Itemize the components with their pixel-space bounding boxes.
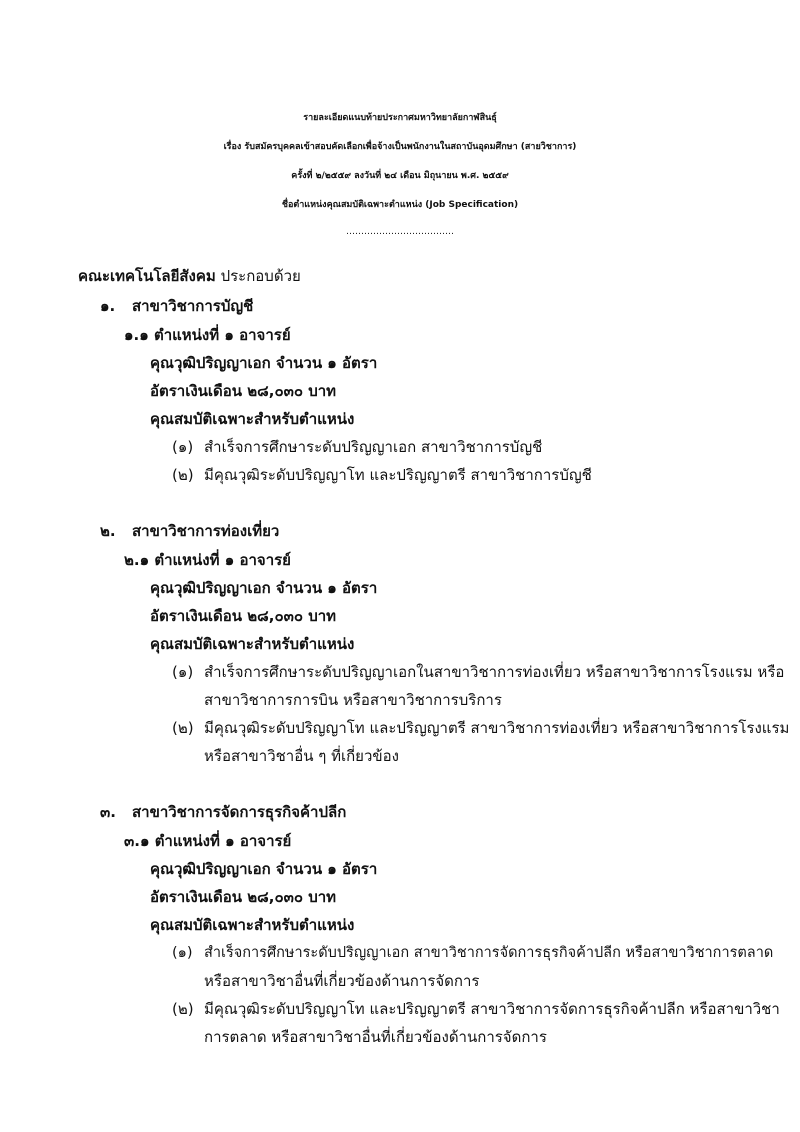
- header-separator: ………………………………: [346, 227, 454, 237]
- faculty-suffix: ประกอบด้วย: [215, 267, 301, 285]
- spec-item-number: (๒): [172, 719, 194, 737]
- faculty-name: คณะเทคโนโลยีสังคม: [78, 267, 216, 285]
- salary-line: อัตราเงินเดือน ๒๘,๐๓๐ บาท: [150, 382, 337, 400]
- section-heading: [100, 802, 346, 822]
- salary-line: อัตราเงินเดือน ๒๘,๐๓๐ บาท: [150, 607, 337, 625]
- doc-spec-heading: ชื่อตำแหน่งคุณสมบัติเฉพาะตำแหน่ง (Job Specification): [281, 200, 519, 210]
- degree-line: คุณวุฒิปริญญาเอก จำนวน ๑ อัตรา: [150, 579, 378, 597]
- spec-item-number: (๑): [172, 945, 193, 961]
- spec-item-continuation: หรือสาขาวิชาอื่นที่เกี่ยวข้องด้านการจัดการ: [204, 972, 480, 990]
- doc-issue-date: ครั้งที่ ๒/๒๕๕๙ ลงวันที่ ๒๔ เดือน มิถุนายน พ.ศ. ๒๕๕๙: [291, 171, 509, 181]
- section-number: ๑.: [100, 297, 116, 315]
- spec-item-text: มีคุณวุฒิระดับปริญญาโท และปริญญาตรี สาขาวิชาการท่องเที่ยว หรือสาขาวิชาการโรงแรม: [204, 719, 790, 737]
- spec-item-continuation: สาขาวิชาการการบิน หรือสาขาวิชาการบริการ: [204, 691, 502, 709]
- spec-item-text: สำเร็จการศึกษาระดับปริญญาเอก สาขาวิชาการจัดการธุรกิจค้าปลีก หรือสาขาวิชาการตลาด: [204, 945, 774, 961]
- spec-item-continuation: หรือสาขาวิชาอื่น ๆ ที่เกี่ยวข้อง: [204, 747, 399, 765]
- degree-line: คุณวุฒิปริญญาเอก จำนวน ๑ อัตรา: [150, 354, 378, 372]
- spec-title: คุณสมบัติเฉพาะสำหรับตำแหน่ง: [150, 635, 355, 653]
- spec-item-continuation: การตลาด หรือสาขาวิชาอื่นที่เกี่ยวข้องด้านการจัดการ: [204, 1028, 547, 1046]
- spec-item-text: สำเร็จการศึกษาระดับปริญญาเอก สาขาวิชาการบัญชี: [204, 438, 543, 456]
- spec-title: คุณสมบัติเฉพาะสำหรับตำแหน่ง: [150, 410, 355, 428]
- spec-item-number: (๑): [172, 663, 194, 681]
- doc-title: รายละเอียดแนบท้ายประกาศมหาวิทยาลัยกาฬสินธุ์: [303, 113, 497, 123]
- spec-item-number: (๒): [172, 1000, 194, 1018]
- section-number: ๓.: [100, 803, 116, 821]
- spec-item: [172, 943, 773, 963]
- spec-item-text: มีคุณวุฒิระดับปริญญาโท และปริญญาตรี สาขาวิชาการบัญชี: [204, 466, 592, 484]
- doc-subject: เรื่อง รับสมัครบุคคลเข้าสอบคัดเลือกเพื่อจ้างเป็นพนักงานในสถาบันอุดมศึกษา (สายวิชาการ): [223, 142, 577, 152]
- spec-title: คุณสมบัติเฉพาะสำหรับตำแหน่ง: [150, 916, 355, 934]
- spec-item: [172, 465, 592, 485]
- position-line: ๒.๑ ตำแหน่งที่ ๑ อาจารย์: [124, 551, 291, 569]
- spec-item: [172, 999, 780, 1019]
- section-title: สาขาวิชาการจัดการธุรกิจค้าปลีก: [132, 803, 347, 821]
- section-heading: [100, 296, 253, 316]
- spec-item: [172, 662, 784, 682]
- spec-item-number: (๑): [172, 438, 194, 456]
- section-title: สาขาวิชาการท่องเที่ยว: [132, 522, 280, 540]
- degree-line: คุณวุฒิปริญญาเอก จำนวน ๑ อัตรา: [150, 860, 378, 878]
- position-line: ๓.๑ ตำแหน่งที่ ๑ อาจารย์: [124, 832, 292, 850]
- section-number: ๒.: [100, 522, 116, 540]
- spec-item-text: มีคุณวุฒิระดับปริญญาโท และปริญญาตรี สาขาวิชาการจัดการธุรกิจค้าปลีก หรือสาขาวิชา: [204, 1000, 780, 1018]
- spec-item: [172, 718, 789, 738]
- section-heading: [100, 521, 279, 541]
- spec-item-number: (๒): [172, 466, 194, 484]
- salary-line: อัตราเงินเดือน ๒๘,๐๓๐ บาท: [150, 888, 337, 906]
- section-title: สาขาวิชาการบัญชี: [132, 297, 254, 315]
- spec-item-text: สำเร็จการศึกษาระดับปริญญาเอกในสาขาวิชาการท่องเที่ยว หรือสาขาวิชาการโรงแรม หรือ: [204, 663, 785, 681]
- position-line: ๑.๑ ตำแหน่งที่ ๑ อาจารย์: [124, 326, 291, 344]
- spec-item: [172, 437, 542, 457]
- faculty-line: [78, 266, 301, 286]
